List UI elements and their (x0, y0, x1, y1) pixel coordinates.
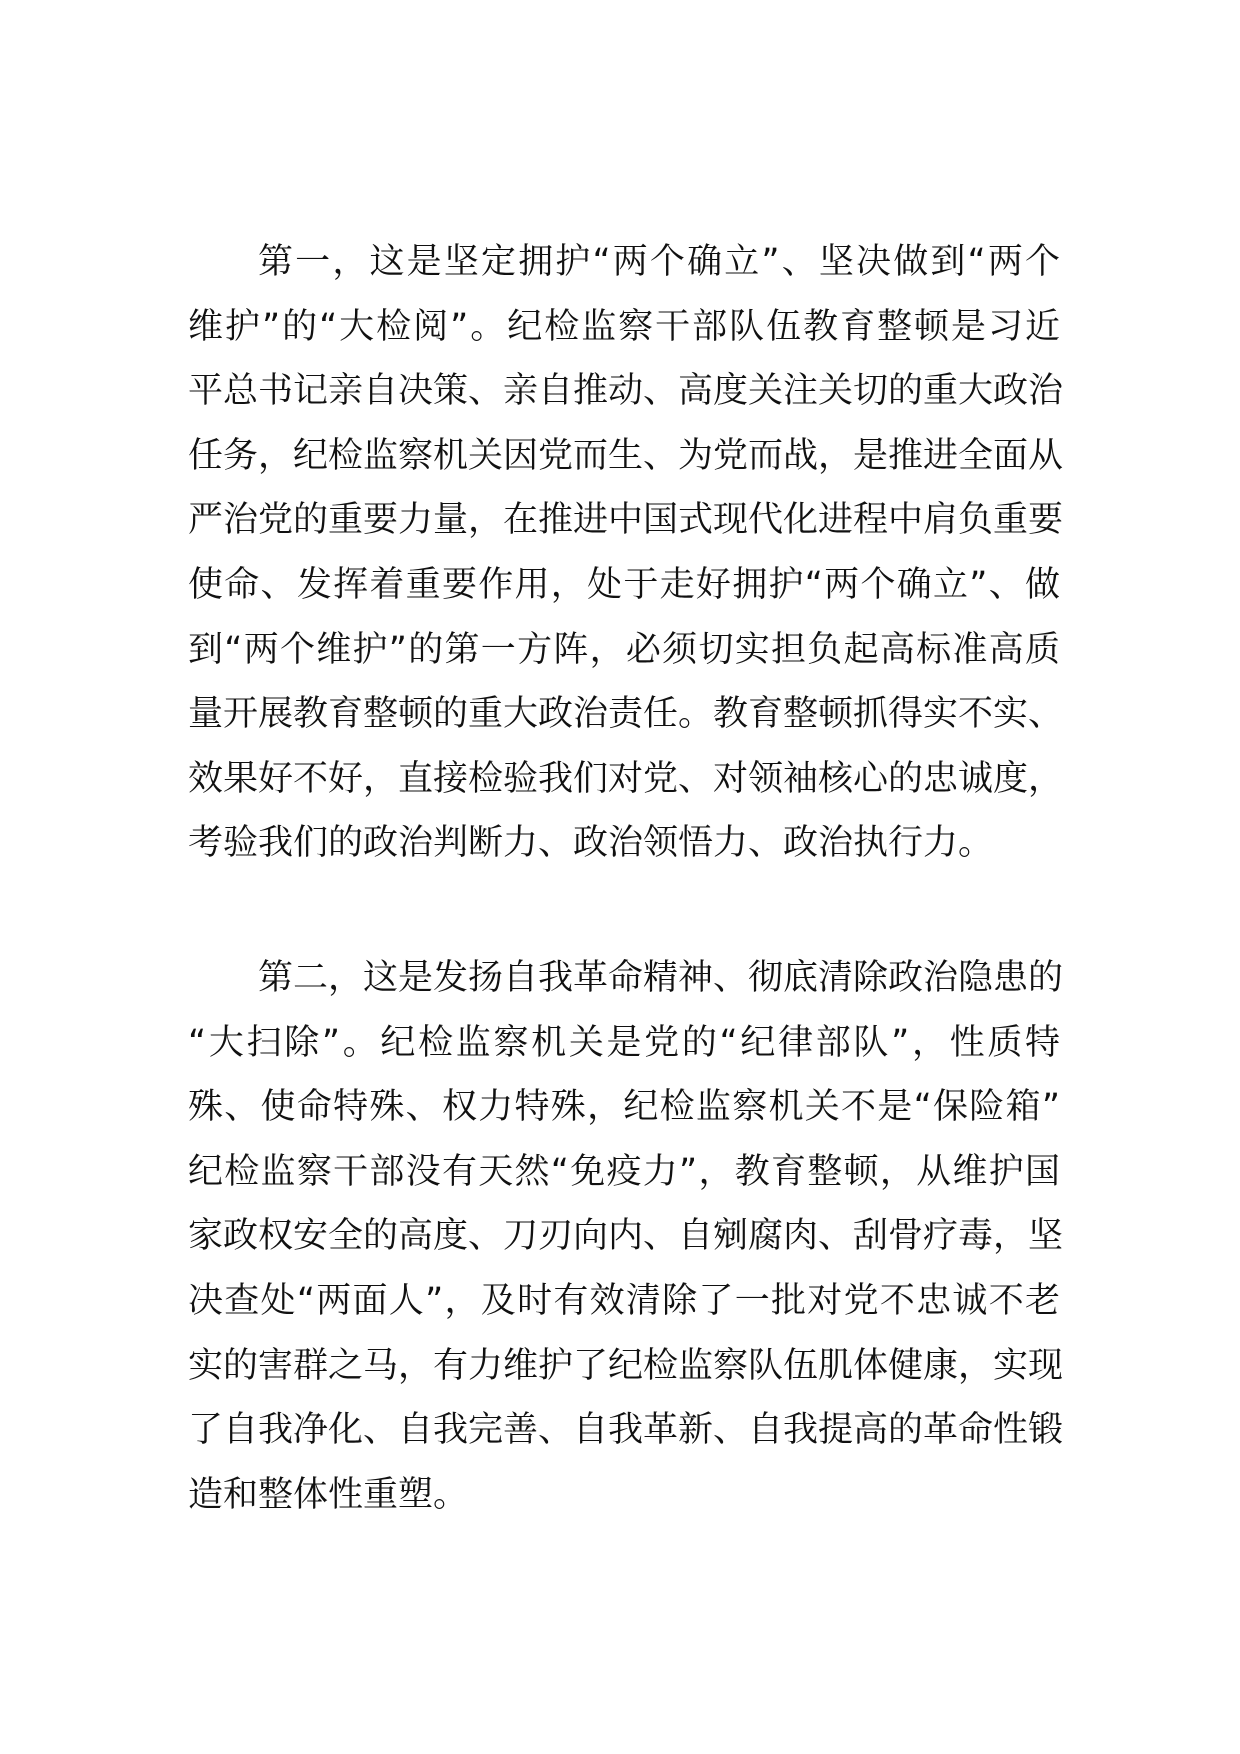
paragraph-line: 量开展教育整顿的重大政治责任。教育整顿抓得实不实、 (188, 694, 1064, 735)
paragraph-line: 殊、使命特殊、权力特殊，纪检监察机关不是“保险箱” (188, 1087, 1060, 1128)
paragraph-line: 造和整体性重塑。 (188, 1474, 469, 1515)
paragraph-line: 决查处“两面人”，及时有效清除了一批对党不忠诚不老 (188, 1280, 1060, 1321)
paragraph-line: “大扫除”。纪检监察机关是党的“纪律部队”，性质特 (188, 1022, 1060, 1063)
paragraph-line: 效果好不好，直接检验我们对党、对领袖核心的忠诚度， (188, 758, 1064, 799)
paragraph-line: 到“两个维护”的第一方阵，必须切实担负起高标准高质 (188, 629, 1060, 670)
paragraph-line: 严治党的重要力量，在推进中国式现代化进程中肩负重要 (188, 500, 1064, 541)
paragraph-line: 第一，这是坚定拥护“两个确立”、坚决做到“两个 (258, 242, 1060, 282)
paragraph-line: 家政权安全的高度、刀刃向内、自剜腐肉、刮骨疗毒，坚 (188, 1216, 1064, 1257)
paragraph-line: 实的害群之马，有力维护了纪检监察队伍肌体健康，实现 (188, 1345, 1064, 1386)
paragraph-line: 维护”的“大检阅”。纪检监察干部队伍教育整顿是习近 (188, 306, 1060, 347)
paragraph-line: 考验我们的政治判断力、政治领悟力、政治执行力。 (188, 823, 994, 864)
paragraph-line: 了自我净化、自我完善、自我革新、自我提高的革命性锻 (188, 1410, 1064, 1451)
paragraph-line: 任务，纪检监察机关因党而生、为党而战，是推进全面从 (188, 435, 1064, 476)
paragraph-line: 第二，这是发扬自我革命精神、彻底清除政治隐患的 (258, 958, 1064, 998)
paragraph-1 (188, 230, 1064, 876)
paragraph-line: 使命、发挥着重要作用，处于走好拥护“两个确立”、做 (188, 564, 1060, 605)
paragraph-line: 平总书记亲自决策、亲自推动、高度关注关切的重大政治 (188, 371, 1064, 412)
paragraph-2 (188, 946, 1064, 1527)
paragraph-line: 纪检监察干部没有天然“免疫力”，教育整顿，从维护国 (188, 1151, 1060, 1192)
